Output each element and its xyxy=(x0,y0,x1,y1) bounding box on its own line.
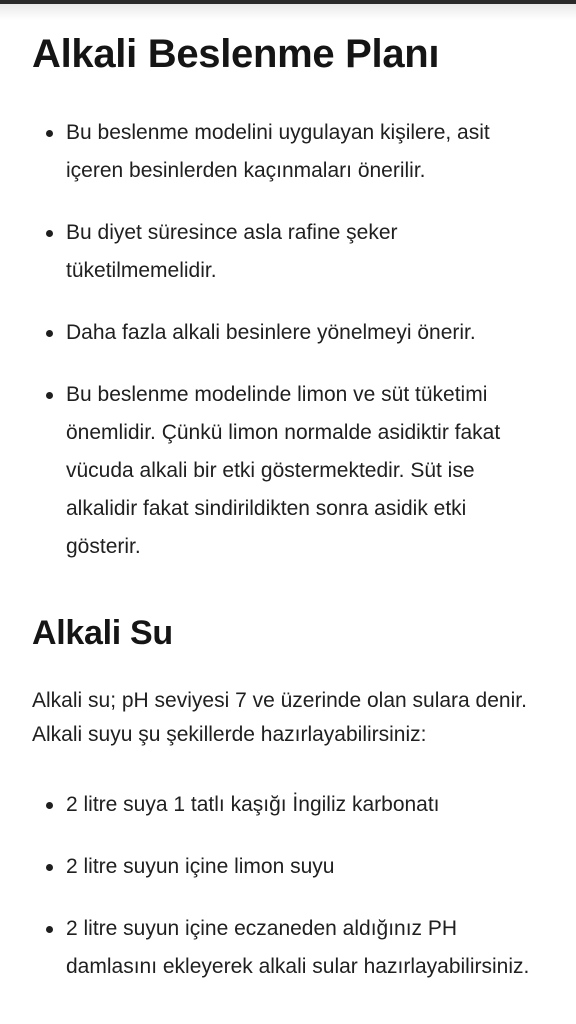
beslenme-list xyxy=(32,114,532,566)
section-title-alkali-su: Alkali Su xyxy=(32,614,173,652)
bullet-icon xyxy=(46,926,53,933)
list-item xyxy=(32,910,532,986)
list-item-text: 2 litre suyun içine limon suyu xyxy=(66,855,335,878)
section-title-alkali-beslenme: Alkali Beslenme Planı xyxy=(32,32,440,76)
list-item xyxy=(32,314,532,352)
bullet-icon xyxy=(46,392,53,399)
list-item-text: Bu beslenme modelini uygulayan kişilere, asit içeren besinlerden kaçınmaları önerilir. xyxy=(66,121,490,182)
list-item-text: Daha fazla alkali besinlere yönelmeyi önerir. xyxy=(66,321,476,344)
list-item-text: Bu beslenme modelinde limon ve süt tüketimi önemlidir. Çünkü limon normalde asidiktir fakat vücuda alkali bir etki göstermektedir. Süt ise alkalidir fakat sindirildikten sonra asidik etki gösterir. xyxy=(66,383,501,558)
list-item xyxy=(32,376,532,566)
list-item-text: 2 litre suyun içine eczaneden aldığınız PH damlasını ekleyerek alkali sular hazırlayabilirsiniz. xyxy=(66,917,530,978)
bullet-icon xyxy=(46,230,53,237)
bullet-icon xyxy=(46,864,53,871)
bullet-icon xyxy=(46,802,53,809)
bullet-icon xyxy=(46,330,53,337)
list-item xyxy=(32,848,532,886)
list-item xyxy=(32,114,532,190)
alkali-su-intro: Alkali su; pH seviyesi 7 ve üzerinde olan sulara denir. Alkali suyu şu şekillerde hazırlayabilirsiniz: xyxy=(32,689,527,746)
list-item xyxy=(32,214,532,290)
alkali-su-list xyxy=(32,786,532,986)
bullet-icon xyxy=(46,130,53,137)
list-item xyxy=(32,786,532,824)
list-item-text: Bu diyet süresince asla rafine şeker tüketilmemelidir. xyxy=(66,221,398,282)
list-item-text: 2 litre suya 1 tatlı kaşığı İngiliz karbonatı xyxy=(66,793,440,816)
toolbar-shadow xyxy=(0,4,576,20)
